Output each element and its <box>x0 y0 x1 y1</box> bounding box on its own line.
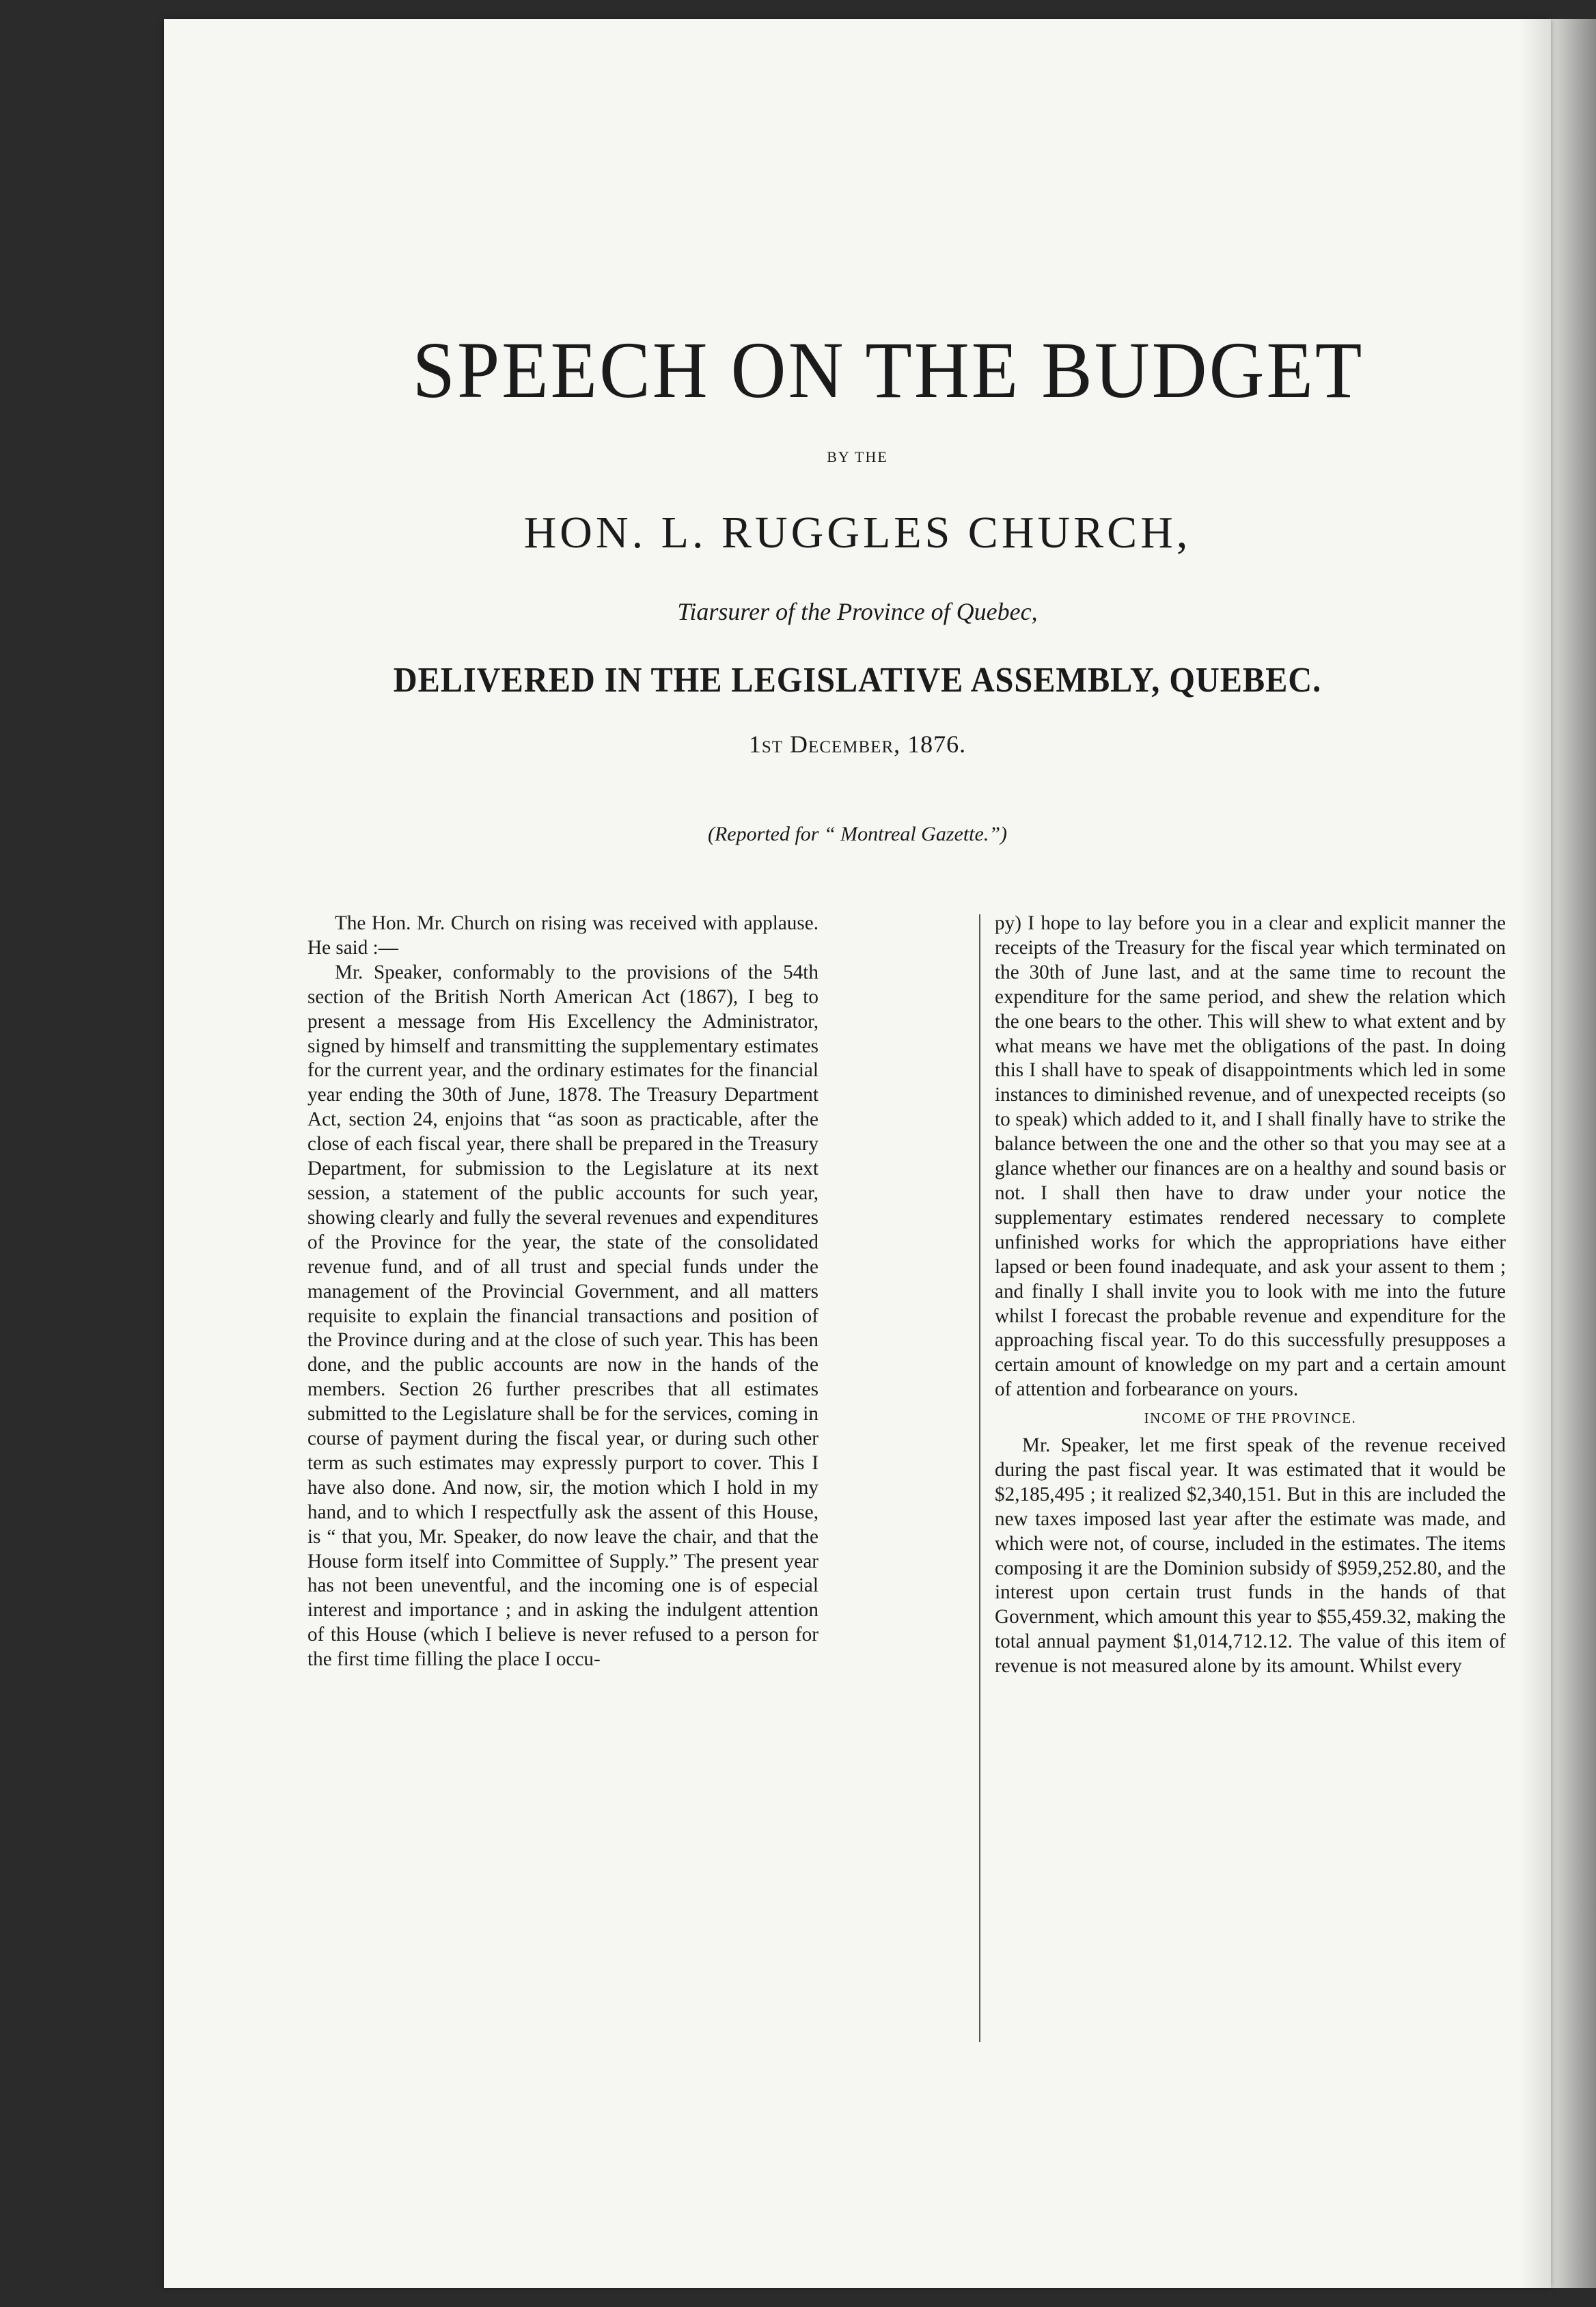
author-office: Tiarsurer of the Province of Quebec, <box>677 598 1038 625</box>
text-column-right <box>995 912 1506 1679</box>
section-heading: INCOME OF THE PROVINCE. <box>1144 1410 1357 1427</box>
document-title: SPEECH ON THE BUDGET <box>412 325 1364 415</box>
adjacent-page-edge <box>1551 19 1596 2288</box>
document-page <box>164 19 1551 2288</box>
text-column-left <box>307 912 818 1672</box>
speech-date: 1st December, 1876. <box>748 731 967 758</box>
page-fold-shadow <box>1519 19 1551 2288</box>
delivery-location: DELIVERED IN THE LEGISLATIVE ASSEMBLY, QUEBEC. <box>393 661 1322 700</box>
byline: BY THE <box>827 448 888 465</box>
author-name: HON. L. RUGGLES CHURCH, <box>523 508 1192 558</box>
column-divider <box>979 914 980 2042</box>
paragraph: Mr. Speaker, conformably to the provisions of the 54th section of the British North American Act (1867), I beg to present a message from His Excellency the Administrator, signed by himself and transmitting the supplementary estimates for the current year, and the ordinary estimates for the financial year ending the 30th of June, 1878. The Treasury Department Act, section 24, enjoins that “as soon as practicable, after the close of each fiscal year, there shall be prepared in the Treasury Department, for submission to the Legislature at its next session, a statement of the public accounts for such year, showing clearly and fully the several revenues and expenditures of the Province for the year, the state of the consolidated revenue fund, and of all trust and special funds under the management of the Provincial Government, and all matters requisite to explain the financial transactions and position of the Province during and at the close of such year. This has been done, and the public accounts are now in the hands of the members. Section 26 further prescribes that all estimates submitted to the Legislature shall be for the services, coming in course of payment during the fiscal year, or during such other term as such estimates may expressly purport to cover. This I have also done. And now, sir, the motion which I hold in my hand, and to which I respectfully ask the assent of this House, is “ that you, Mr. Speaker, do now leave the chair, and that the House form itself into Committee of Supply.” The present year has not been uneventful, and the incoming one is of especial interest and importance ; and in asking the indulgent attention of this House (which I believe is never refused to a person for the first time filling the place I occu- <box>307 961 818 1671</box>
paragraph: The Hon. Mr. Church on rising was received with applause. He said :— <box>307 912 818 959</box>
paragraph: py) I hope to lay before you in a clear and explicit manner the receipts of the Treasury for the fiscal year which terminated on the 30th of June last, and at the same time to recount the expenditure for the same period, and shew the relation which the one bears to the other. This will shew to what extent and by what means we have met the obligations of the past. In doing this I shall have to speak of disappointments which led in some instances to diminished revenue, and of unexpected receipts (so to speak) which added to it, and I shall finally have to strike the balance between the one and the other so that you may see at a glance whether our finances are on a healthy and sound basis or not. I shall then have to draw under your notice the supplementary estimates rendered necessary to complete unfinished works for which the appropriations have either lapsed or been found inadequate, and ask your assent to them ; and finally I shall invite you to look with me into the future whilst I forecast the probable revenue and expenditure for the approaching fiscal year. To do this successfully presupposes a certain amount of knowledge on my part and a certain amount of attention and forbearance on yours. <box>995 912 1506 1401</box>
paragraph: Mr. Speaker, let me first speak of the revenue received during the past fiscal year. It was estimated that it would be $2,185,495 ; it realized $2,340,151. But in this are included the new taxes imposed last year after the estimate was made, and which were not, of course, included in the estimates. The items composing it are the Dominion subsidy of $959,252.80, and the interest upon certain trust funds in the hands of that Government, which amount this year to $55,459.32, making the total annual payment $1,014,712.12. The value of this item of revenue is not measured alone by its amount. Whilst every <box>995 1434 1506 1678</box>
report-source: (Reported for “ Montreal Gazette.”) <box>707 823 1007 845</box>
